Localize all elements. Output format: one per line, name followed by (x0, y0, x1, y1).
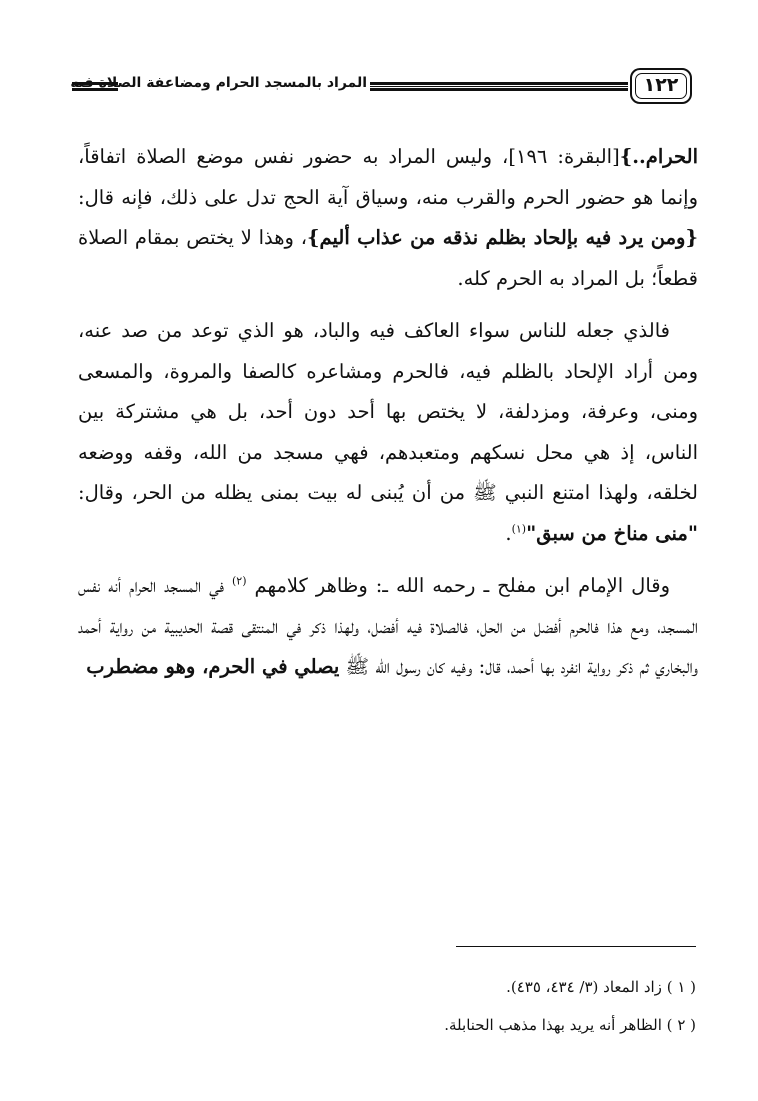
paragraph-3-text-a: وقال الإمام ابن مفلح ـ رحمه الله ـ: وظاهر كلامهم (246, 574, 671, 597)
page-number-frame (630, 68, 692, 104)
hadith-quote: "منى مناخ من سبق" (526, 521, 698, 545)
quran-verse: {ومن يرد فيه بإلحاد بظلم نذقه من عذاب أليم} (307, 226, 698, 249)
page-number: ١٢٢ (643, 74, 679, 96)
paragraph-1-text-b: ، وهذا لا يختص بمقام الصلاة قطعاً؛ بل المراد به الحرم كله. (78, 226, 698, 290)
paragraph-3-text-b: في المسجد الحرام أنه نفس المسجد، ومع هذا فالحرم أفضل من الحل، فالصلاة فيه أفضل، ولهذا ذكر في المنتقى قصة الحديبية من رواية أحمد والبخاري ثم ذكر رواية انفرد بها أحمد، قال: وفيه كان رسول الله ﷺ (78, 574, 698, 678)
paragraph-3 (78, 566, 698, 688)
paragraph-2 (78, 311, 698, 554)
paragraph-2-text-b: . (505, 521, 512, 545)
footnote-separator (456, 946, 696, 947)
header-title: المراد بالمسجد الحرام ومضاعفة الصلاة فيه (70, 75, 367, 91)
footnote-1: ( ١ ) زاد المعاد (٣/ ٤٣٤، ٤٣٥). (506, 978, 696, 996)
footnote-2: ( ٢ ) الظاهر أنه يريد بهذا مذهب الحنابلة. (444, 1016, 696, 1034)
paragraph-1-text-a: [البقرة: ١٩٦]، وليس المراد به حضور نفس موضع الصلاة اتفاقاً، وإنما هو حضور الحرم والقرب منه، وسياق آية الحج تدل على ذلك، فإنه قال: (78, 145, 698, 209)
footnote-ref-2[interactable]: (٢) (232, 574, 247, 588)
header-rule-middle (370, 82, 628, 91)
hadith-emphasis: يصلي في الحرم، وهو مضطرب (86, 655, 340, 678)
footnotes (120, 968, 696, 1044)
running-header (72, 68, 692, 108)
paragraph-2-text-a: فالذي جعله للناس سواء العاكف فيه والباد، هو الذي توعد من صد عنه، ومن أراد الإلحاد بالظلم فيه، فالحرم ومشاعره كالصفا والمروة، والمسعى ومنى، وعرفة، ومزدلفة، لا يختص بها أحد دون أحد، بل هي مشتركة بين الناس، إذ هي محل نسكهم ومتعبدهم، فهي مسجد من الله، وقفه ووضعه لخلقه، ولهذا امتنع النبي ﷺ من أن يُبنى له بيت بمنى يظله من الحر، وقال: (78, 319, 698, 504)
footnote-ref-1[interactable]: (١) (511, 522, 527, 535)
paragraph-1 (78, 137, 698, 299)
quran-fragment: الحرام..} (619, 145, 699, 168)
main-text (78, 137, 698, 688)
